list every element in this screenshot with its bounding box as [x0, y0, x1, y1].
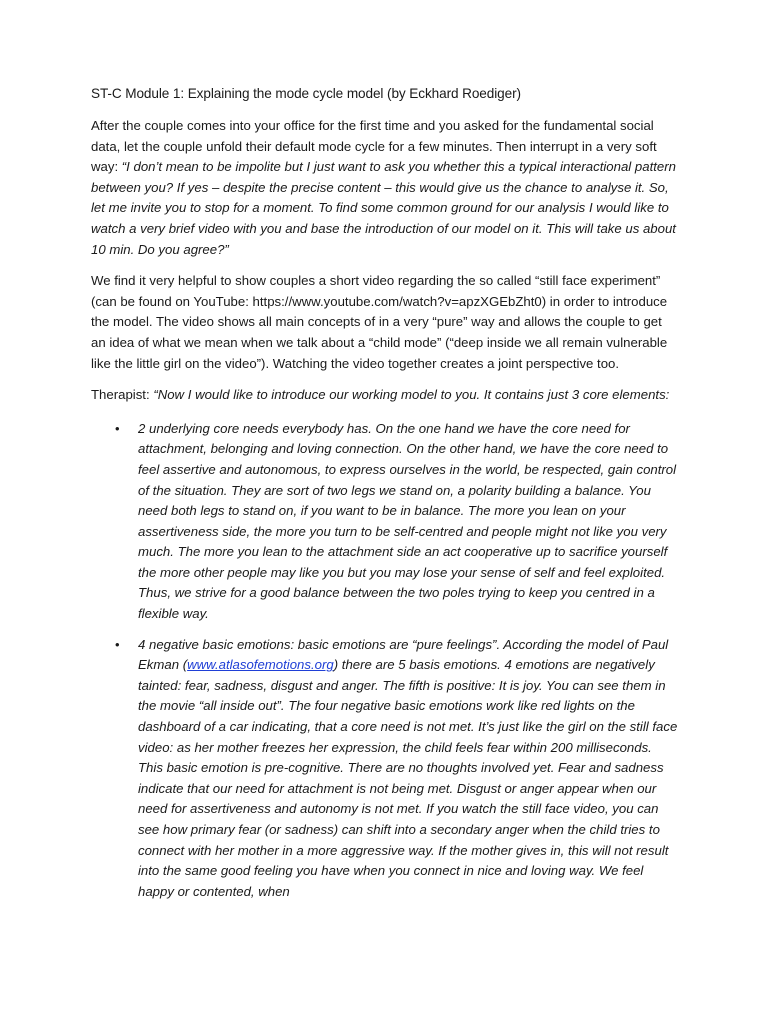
list-item-core-needs [91, 419, 679, 625]
core-needs-text: 2 underlying core needs everybody has. On the one hand we have the core need for attachment, belonging and loving connection. On the other hand, we have the core need to feel assertive and autonomous, to express ourselves in the world, be respected, gain control of the situation. They are sort of two legs we stand on, a polarity building a balance. You need both legs to stand on, if you want to be in balance. The more you lean on your assertiveness side, the more you turn to be self-centred and people might not like you very much. The more you lean to the attachment side an act cooperative up to sacrifice yourself the more other people may like you but you may lose your sense of self and feel exploited. Thus, we strive for a good balance between the two poles trying to keep you centred in a flexible way. [138, 420, 677, 622]
document-title: ST-C Module 1: Explaining the mode cycle model (by Eckhard Roediger) [91, 86, 521, 101]
core-elements-list [91, 419, 679, 903]
bullet-icon: • [115, 636, 120, 652]
atlas-of-emotions-link[interactable]: www.atlasofemotions.org [187, 657, 334, 673]
therapist-quote: “Now I would like to introduce our working model to you. It contains just 3 core elements: [153, 387, 670, 403]
bullet-icon: • [115, 420, 120, 436]
therapist-label: Therapist: [91, 387, 154, 403]
intro-quote: “I don’t mean to be impolite but I just want to ask you whether this a typical interactional pattern between you? If yes – despite the precise content – this would give us the chance to analyse it. So, let me invite you to stop for a moment. To find some common ground for our analysis I would like to watch a very brief video with you and base the introduction of our model on it. This will take us about 10 min. Do you agree?” [91, 159, 676, 257]
basic-emotions-text-after: ) there are 5 basis emotions. 4 emotions are negatively tainted: fear, sadness, disgust and anger. The fifth is positive: It is joy. You can see them in the movie “all inside out”. The four negative basic emotions work like red lights on the dashboard of a car indicating, that a core need is not met. It’s just like the girl on the still face video: as her mother freezes her expression, the child feels fear within 200 milliseconds. This basic emotion is pre-cognitive. There are no thoughts involved yet. Fear and sadness indicate that our need for attachment is not being met. Disgust or anger appear when our need for assertiveness and autonomy is not met. If you watch the still face video, you can see how primary fear (or sadness) can shift into a secondary anger when the child tries to connect with her mother in a more aggressive way. If the mother gives in, this will not result into the same good feeling you have when you connect in nice and loving way. We feel happy or contented, when [138, 657, 678, 899]
intro-text: After the couple comes into your office for the first time and you asked for the fundamental social data, let the couple unfold their default mode cycle for a few minutes. Then interrupt in a very soft way: [91, 118, 657, 175]
basic-emotions-text-before: 4 negative basic emotions: basic emotions are “pure feelings”. According the model of Paul Ekman ( [138, 636, 669, 673]
intro-paragraph [91, 116, 679, 260]
document-body [91, 83, 679, 912]
list-item-basic-emotions [91, 635, 679, 903]
video-paragraph: We find it very helpful to show couples a short video regarding the so called “still face experiment” (can be found on YouTube: https://www.youtube.com/watch?v=apzXGEbZht0) in order to introduce the model. The video shows all main concepts of in a very “pure” way and allows the couple to get an idea of what we mean when we talk about a “child mode” (“deep inside we all remain vulnerable like the little girl on the video”). Watching the video together creates a joint perspective too. [91, 273, 668, 371]
therapist-paragraph [91, 385, 679, 406]
